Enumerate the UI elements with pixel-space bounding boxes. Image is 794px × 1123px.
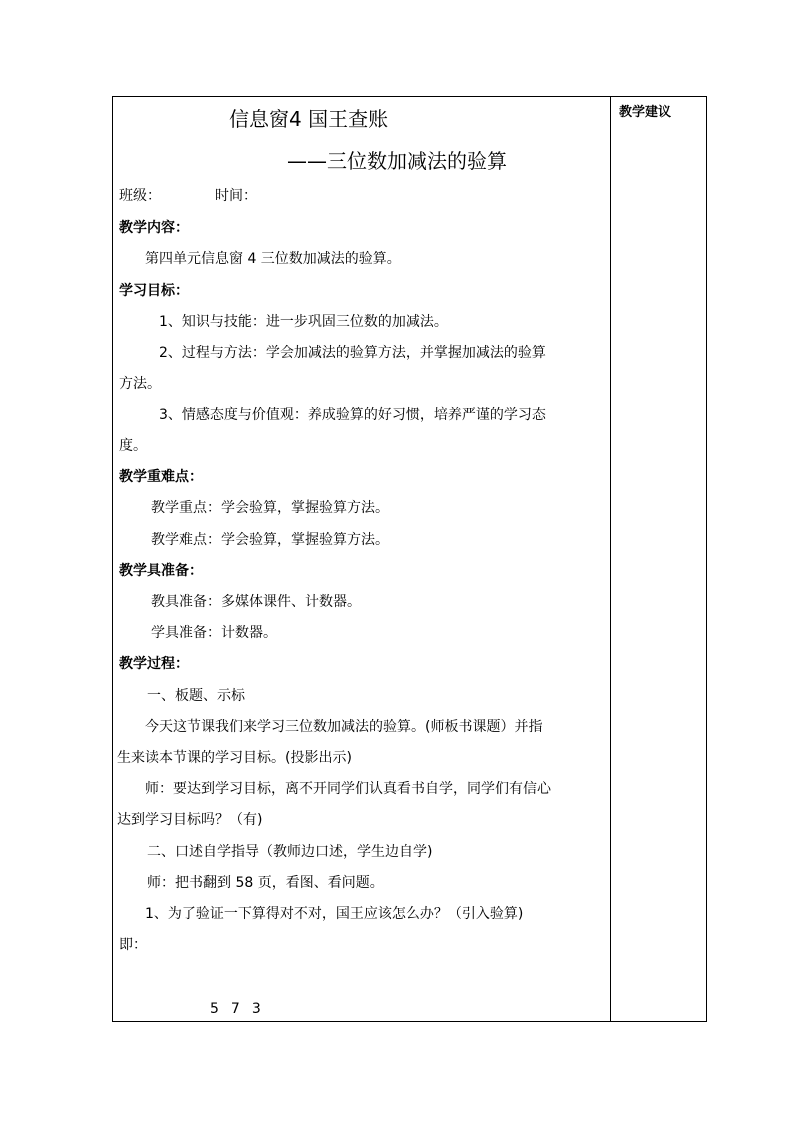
teaching-suggestions-heading: 教学建议	[619, 105, 672, 120]
student-prep: 学具准备：计数器。	[151, 625, 277, 641]
step2-q1-line1: 1、为了验证一下算得对不对，国王应该怎么办？（引入验算)	[145, 906, 524, 922]
process-heading: 教学过程：	[119, 656, 189, 672]
step1-p2-line1: 师：要达到学习目标，离不开同学们认真看书自学，同学们有信心	[145, 781, 551, 797]
step2-q1-line2: 即：	[119, 937, 147, 953]
lesson-content-cell	[113, 97, 610, 1021]
time-label: 时间：	[215, 188, 257, 204]
goals-heading: 学习目标：	[119, 283, 189, 299]
goal-3-line1: 3、情感态度与价值观：养成验算的好习惯，培养严谨的学习态	[159, 407, 546, 423]
goal-2-line1: 2、过程与方法：学会加减法的验算方法，并掌握加减法的验算	[159, 345, 546, 361]
step2-p1: 师：把书翻到 58 页，看图、看问题。	[147, 875, 384, 891]
lesson-subtitle: ——三位数加减法的验算	[287, 149, 507, 173]
goal-3-line2: 度。	[119, 438, 147, 454]
class-label: 班级：	[119, 188, 161, 204]
step1-p2-line2: 达到学习目标吗？（有)	[117, 812, 263, 828]
lesson-title: 信息窗4 国王查账	[229, 107, 389, 131]
goal-2-line2: 方法。	[119, 376, 161, 392]
number-row: 573	[210, 1001, 273, 1017]
teaching-suggestions-cell	[611, 97, 706, 1021]
difficult-point: 教学难点：学会验算，掌握验算方法。	[151, 532, 389, 548]
teacher-prep: 教具准备：多媒体课件、计数器。	[151, 594, 361, 610]
prep-heading: 教学具准备：	[119, 563, 203, 579]
step1-title: 一、板题、示标	[147, 688, 245, 704]
key-heading: 教学重难点：	[119, 469, 203, 485]
step1-p1-line1: 今天这节课我们来学习三位数加减法的验算。(师板书课题）并指	[145, 719, 543, 735]
content-heading: 教学内容：	[119, 220, 189, 236]
step1-p1-line2: 生来读本节课的学习目标。(投影出示)	[117, 750, 352, 766]
key-point: 教学重点：学会验算，掌握验算方法。	[151, 500, 389, 516]
content-text: 第四单元信息窗 4 三位数加减法的验算。	[145, 251, 401, 267]
step2-title: 二、口述自学指导（教师边口述，学生边自学)	[147, 844, 433, 860]
goal-1: 1、知识与技能：进一步巩固三位数的加减法。	[159, 314, 448, 330]
